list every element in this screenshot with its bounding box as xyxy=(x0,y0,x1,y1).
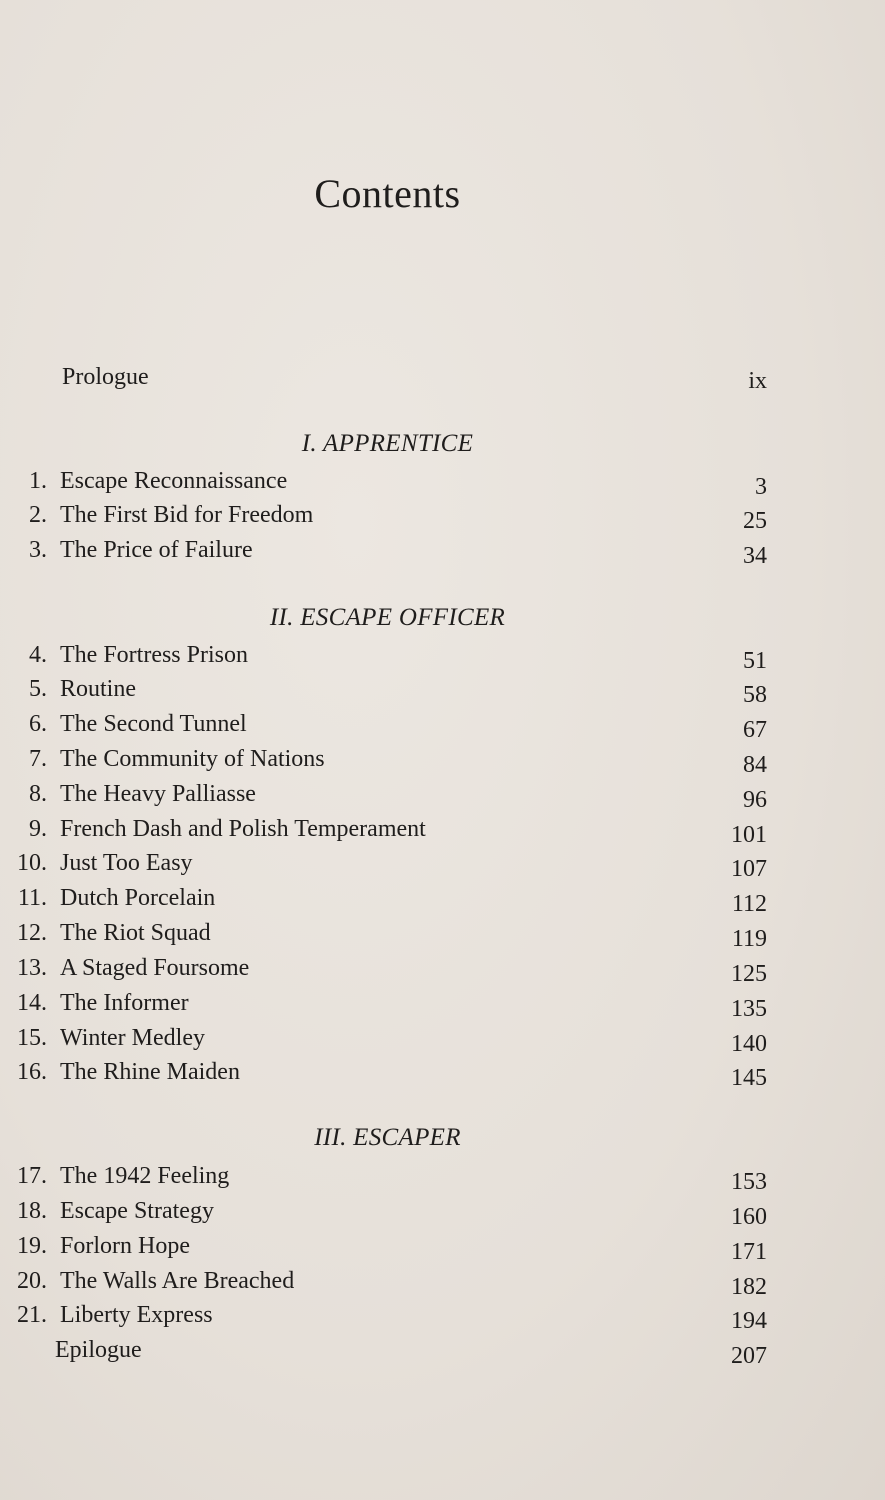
chapter-page: 145 xyxy=(731,1065,767,1091)
toc-entry xyxy=(0,1021,885,1055)
toc-entry-page: 207 xyxy=(731,1343,767,1369)
chapter-page: 58 xyxy=(743,682,767,708)
chapter-page: 125 xyxy=(731,961,767,987)
chapter-title: A Staged Foursome xyxy=(60,955,250,981)
chapter-number: 11. xyxy=(17,885,47,911)
chapter-title: The Riot Squad xyxy=(60,920,211,946)
chapter-title: Just Too Easy xyxy=(60,850,193,876)
chapter-title: The First Bid for Freedom xyxy=(60,502,314,528)
chapter-title: The Walls Are Breached xyxy=(60,1268,295,1294)
chapter-title: The Second Tunnel xyxy=(60,711,247,737)
chapter-title: The Rhine Maiden xyxy=(60,1059,240,1085)
chapter-number: 17. xyxy=(17,1163,47,1189)
chapter-number: 5. xyxy=(29,676,47,702)
chapter-number: 20. xyxy=(17,1268,47,1294)
chapter-number: 16. xyxy=(17,1059,47,1085)
chapter-page: 112 xyxy=(731,891,767,917)
chapter-number: 15. xyxy=(17,1025,47,1051)
chapter-title: Liberty Express xyxy=(60,1302,213,1328)
toc-entry xyxy=(0,916,885,950)
toc-entry xyxy=(0,1264,885,1298)
chapter-number: 10. xyxy=(17,850,47,876)
toc-entry xyxy=(0,986,885,1020)
chapter-title: Escape Strategy xyxy=(60,1198,214,1224)
part-heading: II. ESCAPE OFFICER xyxy=(269,604,506,631)
chapter-title: The Informer xyxy=(60,990,189,1016)
chapter-page: 3 xyxy=(755,474,767,500)
chapter-title: French Dash and Polish Temperament xyxy=(60,816,426,842)
chapter-number: 12. xyxy=(17,920,47,946)
chapter-page: 84 xyxy=(743,752,767,778)
chapter-number: 4. xyxy=(29,642,47,668)
chapter-page: 34 xyxy=(743,543,767,569)
chapter-number: 1. xyxy=(29,468,47,494)
toc-entry-page: ix xyxy=(748,368,767,394)
toc-entry xyxy=(0,533,885,567)
toc-entry xyxy=(0,707,885,741)
chapter-title: Escape Reconnaissance xyxy=(60,468,288,494)
chapter-page: 25 xyxy=(743,508,767,534)
toc-entry xyxy=(0,846,885,880)
chapter-page: 96 xyxy=(743,787,767,813)
toc-entry-prologue xyxy=(0,360,885,394)
chapter-number: 21. xyxy=(17,1302,47,1328)
part-heading: III. ESCAPER xyxy=(314,1124,461,1151)
chapter-page: 101 xyxy=(731,822,767,848)
toc-entry xyxy=(0,777,885,811)
chapter-page: 67 xyxy=(743,717,767,743)
toc-entry xyxy=(0,951,885,985)
chapter-title: Winter Medley xyxy=(60,1025,205,1051)
toc-entry xyxy=(0,1159,885,1193)
chapter-title: The Heavy Palliasse xyxy=(60,781,256,807)
toc-entry xyxy=(0,638,885,672)
chapter-page: 171 xyxy=(731,1239,767,1265)
chapter-number: 7. xyxy=(29,746,47,772)
chapter-page: 51 xyxy=(743,648,767,674)
chapter-page: 135 xyxy=(731,996,767,1022)
toc-entry xyxy=(0,1055,885,1089)
toc-entry xyxy=(0,1229,885,1263)
toc-entry xyxy=(0,1298,885,1332)
chapter-title: Routine xyxy=(60,676,136,702)
chapter-number: 19. xyxy=(17,1233,47,1259)
chapter-number: 9. xyxy=(29,816,47,842)
chapter-page: 107 xyxy=(731,856,767,882)
toc-entry xyxy=(0,881,885,915)
chapter-title: The Price of Failure xyxy=(60,537,253,563)
chapter-title: The 1942 Feeling xyxy=(60,1163,230,1189)
chapter-title: The Fortress Prison xyxy=(60,642,248,668)
page-title: Contents xyxy=(314,171,461,216)
chapter-number: 14. xyxy=(17,990,47,1016)
chapter-page: 119 xyxy=(731,926,767,952)
toc-entry xyxy=(0,1194,885,1228)
chapter-number: 2. xyxy=(29,502,47,528)
chapter-page: 194 xyxy=(731,1308,767,1334)
chapter-page: 140 xyxy=(731,1031,767,1057)
part-heading: I. APPRENTICE xyxy=(301,430,474,457)
chapter-title: Forlorn Hope xyxy=(60,1233,190,1259)
chapter-page: 153 xyxy=(731,1169,767,1195)
chapter-page: 182 xyxy=(731,1274,767,1300)
chapter-page: 160 xyxy=(731,1204,767,1230)
toc-entry xyxy=(0,812,885,846)
toc-entry-title: Prologue xyxy=(62,364,149,390)
toc-entry xyxy=(0,742,885,776)
toc-entry-epilogue xyxy=(0,1333,885,1367)
toc-entry xyxy=(0,498,885,532)
chapter-title: Dutch Porcelain xyxy=(60,885,216,911)
toc-entry xyxy=(0,672,885,706)
chapter-number: 8. xyxy=(29,781,47,807)
toc-entry-title: Epilogue xyxy=(55,1337,142,1363)
chapter-number: 6. xyxy=(29,711,47,737)
toc-entry xyxy=(0,464,885,498)
chapter-number: 13. xyxy=(17,955,47,981)
chapter-number: 18. xyxy=(17,1198,47,1224)
chapter-number: 3. xyxy=(29,537,47,563)
chapter-title: The Community of Nations xyxy=(60,746,325,772)
